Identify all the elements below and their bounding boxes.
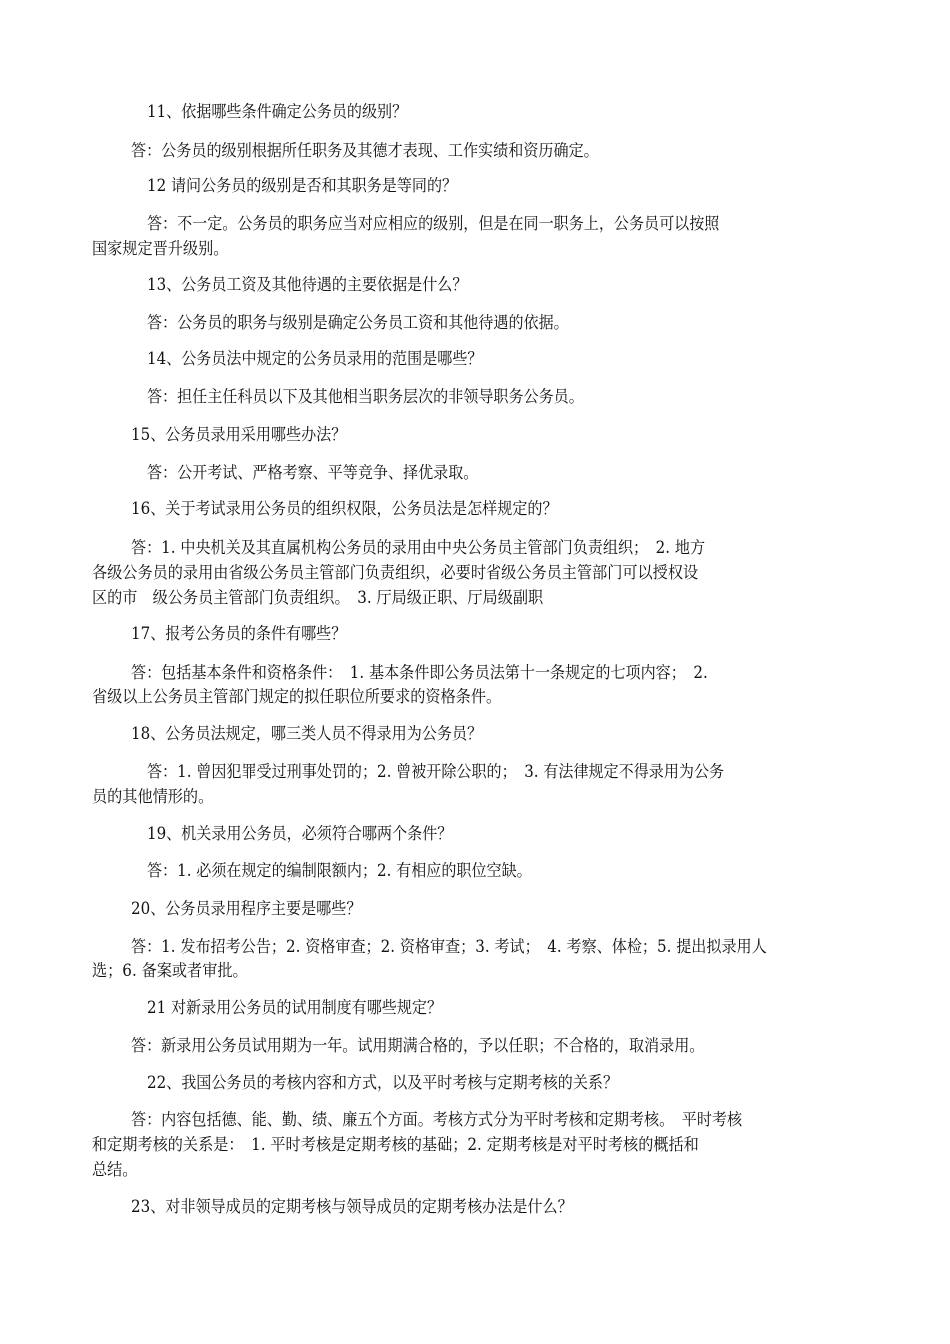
answer-17-line-2: 省级以上公务员主管部门规定的拟任职位所要求的资格条件。 [92,687,502,706]
question-18: 18、公务员法规定，哪三类人员不得录用为公务员？ [131,724,483,743]
answer-21: 答：新录用公务员试用期为一年。试用期满合格的，予以任职；不合格的，取消录用。 [131,1036,705,1055]
answer-16-line-3: 区的市 级公务员主管部门负责组织。 3. 厅局级正职、厅局级副职 [92,588,544,607]
question-15: 15、公务员录用采用哪些办法？ [131,425,347,444]
answer-18-line-1: 答：1. 曾因犯罪受过刑事处罚的；2. 曾被开除公职的； 3. 有法律规定不得录用为公务 [147,762,725,781]
answer-12-line-1: 答：不一定。公务员的职务应当对应相应的级别，但是在同一职务上，公务员可以按照 [147,214,720,233]
question-16: 16、关于考试录用公务员的组织权限，公务员法是怎样规定的？ [131,499,558,518]
answer-14: 答：担任主任科员以下及其他相当职务层次的非领导职务公务员。 [147,387,584,406]
answer-20-line-2: 选；6. 备案或者审批。 [92,961,248,980]
answer-17-line-1: 答：包括基本条件和资格条件： 1. 基本条件即公务员法第十一条规定的七项内容； 2. [131,663,708,682]
question-17: 17、报考公务员的条件有哪些？ [131,624,347,643]
question-23: 23、对非领导成员的定期考核与领导成员的定期考核办法是什么？ [131,1197,573,1216]
answer-15: 答：公开考试、严格考察、平等竞争、择优录取。 [147,463,479,482]
answer-19: 答：1. 必须在规定的编制限额内；2. 有相应的职位空缺。 [147,861,532,880]
answer-12-line-2: 国家规定晋升级别。 [92,239,229,258]
question-14: 14、公务员法中规定的公务员录用的范围是哪些？ [147,349,483,368]
answer-13: 答：公务员的职务与级别是确定公务员工资和其他待遇的依据。 [147,313,569,332]
answer-11: 答：公务员的级别根据所任职务及其德才表现、工作实绩和资历确定。 [131,141,599,160]
answer-16-line-2: 各级公务员的录用由省级公务员主管部门负责组织，必要时省级公务员主管部门可以授权设 [92,563,699,582]
question-11: 11、依据哪些条件确定公务员的级别？ [147,102,408,121]
answer-22-line-3: 总结。 [92,1160,138,1179]
question-22: 22、我国公务员的考核内容和方式，以及平时考核与定期考核的关系？ [147,1073,619,1092]
answer-16-line-1: 答：1. 中央机关及其直属机构公务员的录用由中央公务员主管部门负责组织； 2. 地方 [131,538,706,557]
question-21: 21 对新录用公务员的试用制度有哪些规定？ [147,998,443,1017]
question-19: 19、机关录用公务员，必须符合哪两个条件？ [147,824,453,843]
question-13: 13、公务员工资及其他待遇的主要依据是什么？ [147,275,468,294]
answer-20-line-1: 答：1. 发布招考公告；2. 资格审查；2. 资格审查；3. 考试； 4. 考察、体检；5. 提出拟录用人 [131,937,767,956]
answer-22-line-2: 和定期考核的关系是： 1. 平时考核是定期考核的基础；2. 定期考核是对平时考核的概括和 [92,1135,699,1154]
answer-22-line-1: 答：内容包括德、能、勤、绩、廉五个方面。考核方式分为平时考核和定期考核。 平时考核 [131,1110,743,1129]
answer-18-line-2: 员的其他情形的。 [92,787,214,806]
question-20: 20、公务员录用程序主要是哪些？ [131,899,362,918]
question-12: 12 请问公务员的级别是否和其职务是等同的？ [147,176,458,195]
